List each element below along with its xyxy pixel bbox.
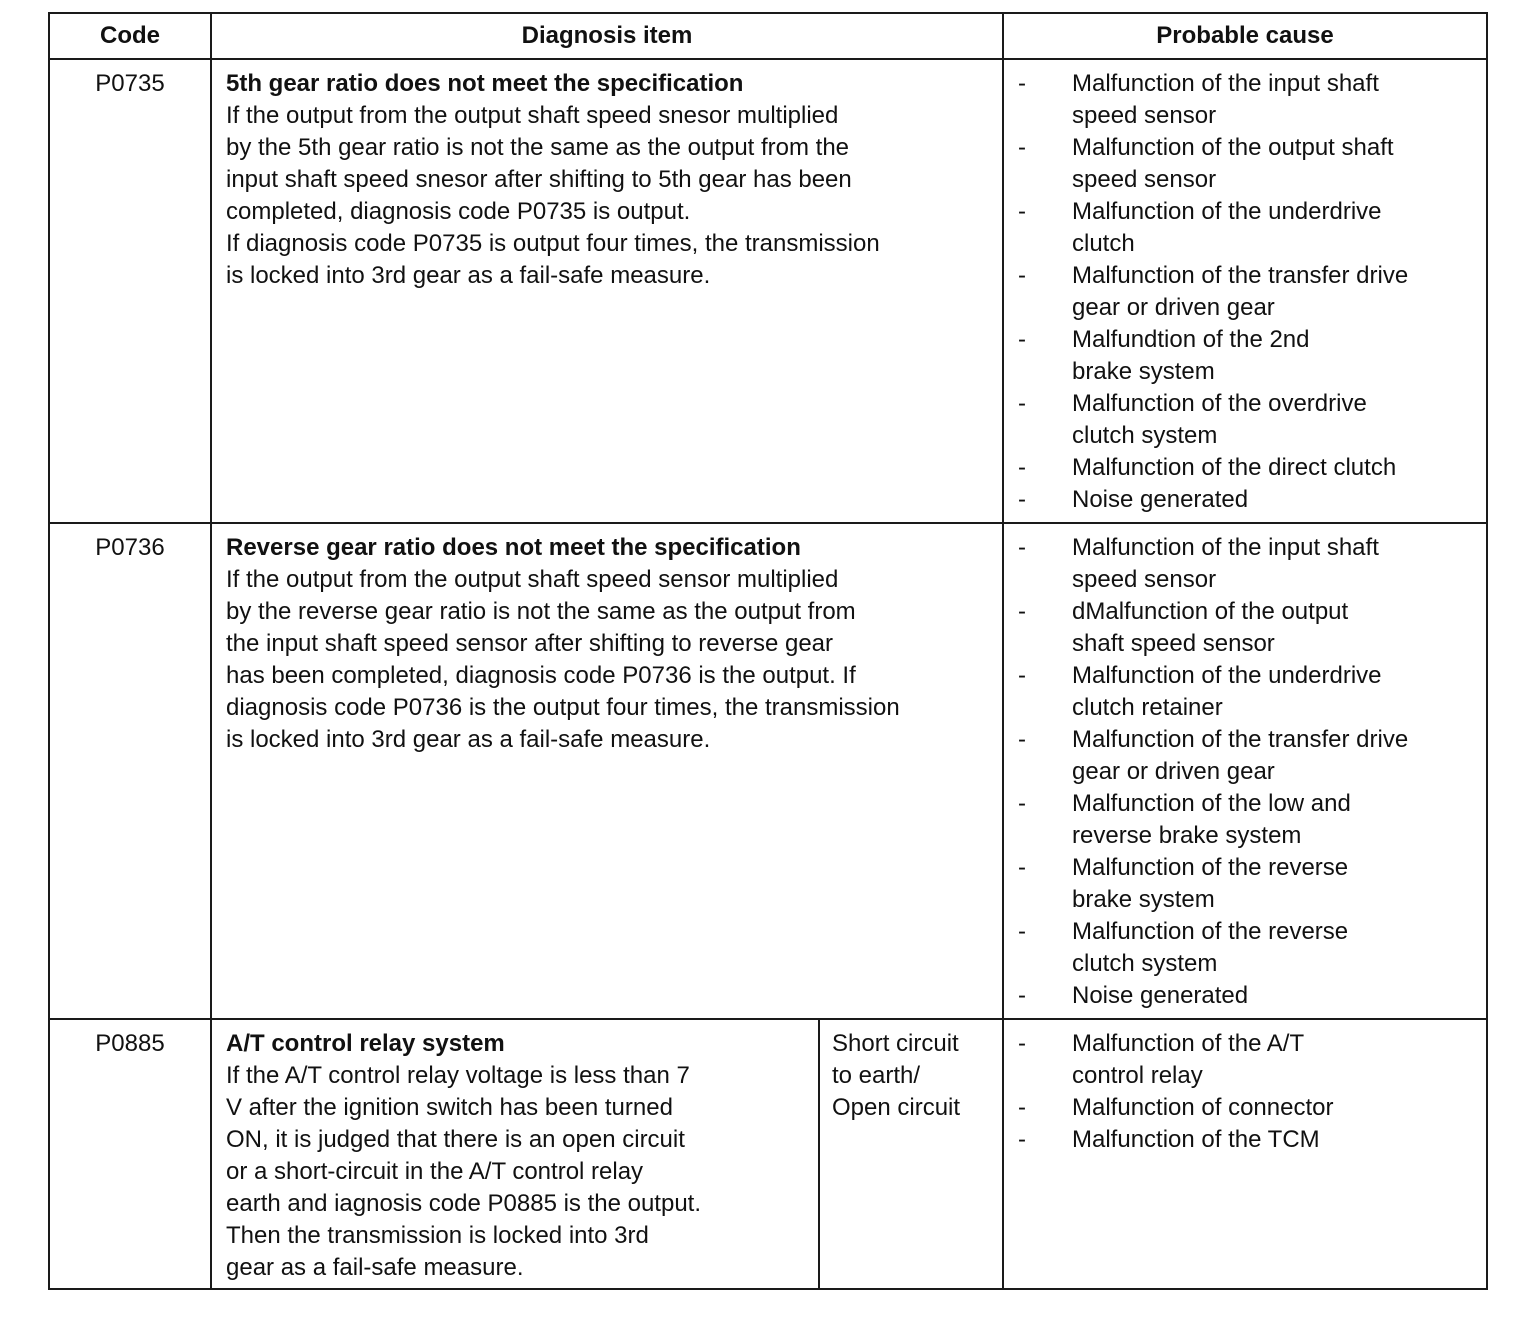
fault-type-line: Open circuit (832, 1094, 961, 1121)
diagnosis-line: by the 5th gear ratio is not the same as the output from the (226, 134, 850, 161)
cause-item: - Malfunction of the A/T control relay (1018, 1030, 1305, 1089)
cause-item: - Malfunction of connector (1018, 1094, 1334, 1121)
diagnosis-title: A/T control relay system (226, 1030, 505, 1057)
diagnosis-line: has been completed, diagnosis code P0736 is the output. If (226, 662, 856, 689)
diagnosis-line: by the reverse gear ratio is not the same as the output from (226, 598, 856, 625)
fault-type-line: to earth/ (832, 1062, 921, 1089)
cause-item: - Malfunction of the direct clutch (1018, 454, 1397, 481)
cause-item: - Malfunction of the TCM (1018, 1126, 1320, 1153)
cause-item: - Malfunction of the input shaft speed sensor (1018, 70, 1379, 129)
cause-item: - Malfunction of the overdrive clutch system (1018, 390, 1367, 449)
cause-list (1014, 1028, 1472, 1156)
diagnosis-item-cell (211, 1019, 819, 1289)
diagnosis-line: ON, it is judged that there is an open circuit (226, 1126, 685, 1153)
cause-list (1014, 532, 1472, 1012)
cause-item: - Noise generated (1018, 486, 1249, 513)
diagnosis-line: is locked into 3rd gear as a fail-safe measure. (226, 262, 711, 289)
diagnosis-line: If the A/T control relay voltage is less than 7 (226, 1062, 690, 1089)
code-cell: P0735 (49, 59, 211, 523)
diagnosis-line: V after the ignition switch has been turned (226, 1094, 673, 1121)
cause-item: - Noise generated (1018, 982, 1249, 1009)
fault-type-cell (819, 1019, 1003, 1289)
header-diagnosis-item: Diagnosis item (211, 13, 1003, 59)
code-cell: P0885 (49, 1019, 211, 1289)
cause-item: - Malfunction of the underdrive clutch (1018, 198, 1382, 257)
diagnosis-line: If the output from the output shaft speed sensor multiplied (226, 566, 839, 593)
table-row (49, 1019, 1487, 1289)
table-row (49, 523, 1487, 1019)
diagnosis-title: Reverse gear ratio does not meet the specification (226, 534, 801, 561)
diagnosis-item-cell (211, 523, 1003, 1019)
code-cell: P0736 (49, 523, 211, 1019)
header-probable-cause: Probable cause (1003, 13, 1487, 59)
diagnosis-title: 5th gear ratio does not meet the specification (226, 70, 744, 97)
diagnosis-table (48, 12, 1488, 1290)
cause-item: - Malfundtion of the 2nd brake system (1018, 326, 1310, 385)
diagnosis-line: input shaft speed snesor after shifting to 5th gear has been (226, 166, 852, 193)
cause-list (1014, 68, 1472, 516)
diagnosis-line: the input shaft speed sensor after shifting to reverse gear (226, 630, 834, 657)
diagnosis-line: gear as a fail-safe measure. (226, 1254, 524, 1281)
cause-item: - Malfunction of the output shaft speed sensor (1018, 134, 1394, 193)
diagnosis-line: diagnosis code P0736 is the output four times, the transmission (226, 694, 900, 721)
diagnosis-line: or a short-circuit in the A/T control relay (226, 1158, 644, 1185)
diagnosis-line: If diagnosis code P0735 is output four times, the transmission (226, 230, 880, 257)
cause-item: - Malfunction of the low and reverse brake system (1018, 790, 1351, 849)
diagnosis-line: is locked into 3rd gear as a fail-safe measure. (226, 726, 711, 753)
header-code: Code (49, 13, 211, 59)
header-row (49, 13, 1487, 59)
diagnosis-line: Then the transmission is locked into 3rd (226, 1222, 649, 1249)
cause-item: - Malfunction of the input shaft speed sensor (1018, 534, 1379, 593)
diagnosis-line: completed, diagnosis code P0735 is output. (226, 198, 691, 225)
diagnosis-item-cell (211, 59, 1003, 523)
probable-cause-cell (1003, 59, 1487, 523)
probable-cause-cell (1003, 1019, 1487, 1289)
cause-item: - Malfunction of the underdrive clutch retainer (1018, 662, 1382, 721)
cause-item: - Malfunction of the reverse brake system (1018, 854, 1349, 913)
cause-item: - dMalfunction of the output shaft speed sensor (1018, 598, 1349, 657)
diagnosis-line: earth and iagnosis code P0885 is the output. (226, 1190, 702, 1217)
fault-type-line: Short circuit (832, 1030, 959, 1057)
table-row (49, 59, 1487, 523)
cause-item: - Malfunction of the transfer drive gear or driven gear (1018, 262, 1409, 321)
cause-item: - Malfunction of the transfer drive gear or driven gear (1018, 726, 1409, 785)
diagnosis-line: If the output from the output shaft speed snesor multiplied (226, 102, 839, 129)
cause-item: - Malfunction of the reverse clutch system (1018, 918, 1349, 977)
probable-cause-cell (1003, 523, 1487, 1019)
